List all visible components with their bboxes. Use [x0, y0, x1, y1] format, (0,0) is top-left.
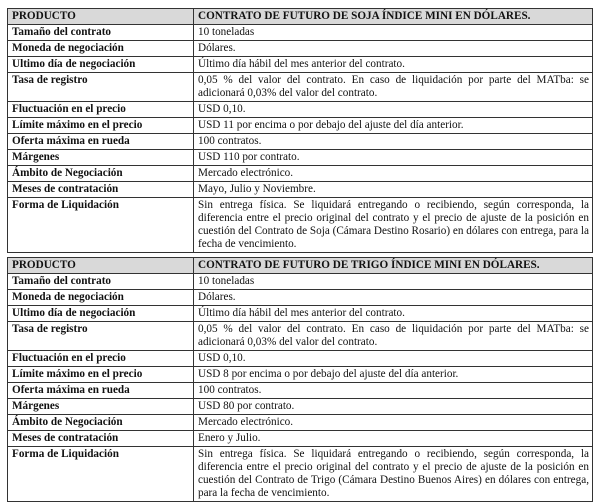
row-label: Moneda de negociación: [8, 290, 194, 306]
header-row: [8, 9, 593, 25]
row-value: 100 contratos.: [194, 134, 593, 150]
table-row: [8, 431, 593, 447]
row-value: Dólares.: [194, 41, 593, 57]
table-row: [8, 118, 593, 134]
row-value: 10 toneladas: [194, 25, 593, 41]
table-row: [8, 150, 593, 166]
row-label: Forma de Liquidación: [8, 447, 194, 502]
row-value: USD 11 por encima o por debajo del ajuste del día anterior.: [194, 118, 593, 134]
trigo-table-body: [8, 258, 593, 502]
table-row: [8, 383, 593, 399]
table-row: [8, 399, 593, 415]
table-row: [8, 182, 593, 198]
row-value: Dólares.: [194, 290, 593, 306]
row-value: Sin entrega física. Se liquidará entregando o recibiendo, según corresponda, la diferencia entre el precio original del contrato y el precio de ajuste de la posición en cuestión del Contrato de Trigo (Cámara Destino Buenos Aires) en dólares con entrega, para la fecha de vencimiento.: [194, 447, 593, 502]
table-row: [8, 102, 593, 118]
row-value: 0,05 % del valor del contrato. En caso de liquidación por parte del MATba: se adicionará 0,03% del valor del contrato.: [194, 73, 593, 102]
soja-table-body: [8, 9, 593, 253]
row-value: Mayo, Julio y Noviembre.: [194, 182, 593, 198]
table-row: [8, 415, 593, 431]
row-label: Fluctuación en el precio: [8, 351, 194, 367]
soja-contract-table: [7, 8, 593, 253]
row-value: Mercado electrónico.: [194, 415, 593, 431]
row-value: USD 110 por contrato.: [194, 150, 593, 166]
table-row: [8, 447, 593, 502]
row-value: USD 8 por encima o por debajo del ajuste del día anterior.: [194, 367, 593, 383]
table-row: [8, 322, 593, 351]
product-header-label: PRODUCTO: [8, 258, 194, 274]
table-row: [8, 274, 593, 290]
row-value: Último día hábil del mes anterior del contrato.: [194, 306, 593, 322]
product-title: CONTRATO DE FUTURO DE SOJA ÍNDICE MINI EN DÓLARES.: [194, 9, 593, 25]
row-label: Tamaño del contrato: [8, 25, 194, 41]
row-value: 0,05 % del valor del contrato. En caso de liquidación por parte del MATba: se adicionará 0,03% del valor del contrato.: [194, 322, 593, 351]
row-label: Márgenes: [8, 399, 194, 415]
product-title: CONTRATO DE FUTURO DE TRIGO ÍNDICE MINI EN DÓLARES.: [194, 258, 593, 274]
row-value: Enero y Julio.: [194, 431, 593, 447]
row-value: Sin entrega física. Se liquidará entregando o recibiendo, según corresponda, la diferencia entre el precio original del contrato y el precio de ajuste de la posición en cuestión del Contrato de Soja (Cámara Destino Rosario) en dólares con entrega, para la fecha de vencimiento.: [194, 198, 593, 253]
table-row: [8, 290, 593, 306]
row-label: Meses de contratación: [8, 182, 194, 198]
table-row: [8, 367, 593, 383]
table-row: [8, 57, 593, 73]
table-row: [8, 166, 593, 182]
table-row: [8, 73, 593, 102]
row-label: Tasa de registro: [8, 322, 194, 351]
table-row: [8, 41, 593, 57]
row-value: 10 toneladas: [194, 274, 593, 290]
row-label: Límite máximo en el precio: [8, 118, 194, 134]
row-label: Oferta máxima en rueda: [8, 383, 194, 399]
row-label: Fluctuación en el precio: [8, 102, 194, 118]
header-row: [8, 258, 593, 274]
row-label: Meses de contratación: [8, 431, 194, 447]
row-value: USD 80 por contrato.: [194, 399, 593, 415]
row-value: USD 0,10.: [194, 102, 593, 118]
row-label: Oferta máxima en rueda: [8, 134, 194, 150]
row-value: Último día hábil del mes anterior del contrato.: [194, 57, 593, 73]
row-label: Tasa de registro: [8, 73, 194, 102]
row-value: Mercado electrónico.: [194, 166, 593, 182]
table-row: [8, 306, 593, 322]
product-header-label: PRODUCTO: [8, 9, 194, 25]
row-value: USD 0,10.: [194, 351, 593, 367]
table-row: [8, 25, 593, 41]
row-label: Tamaño del contrato: [8, 274, 194, 290]
row-label: Ámbito de Negociación: [8, 166, 194, 182]
row-label: Moneda de negociación: [8, 41, 194, 57]
table-row: [8, 198, 593, 253]
row-label: Ultimo día de negociación: [8, 306, 194, 322]
trigo-contract-table: [7, 257, 593, 502]
row-label: Ultimo día de negociación: [8, 57, 194, 73]
row-label: Forma de Liquidación: [8, 198, 194, 253]
row-label: Márgenes: [8, 150, 194, 166]
row-label: Ámbito de Negociación: [8, 415, 194, 431]
row-label: Límite máximo en el precio: [8, 367, 194, 383]
table-row: [8, 351, 593, 367]
row-value: 100 contratos.: [194, 383, 593, 399]
table-row: [8, 134, 593, 150]
